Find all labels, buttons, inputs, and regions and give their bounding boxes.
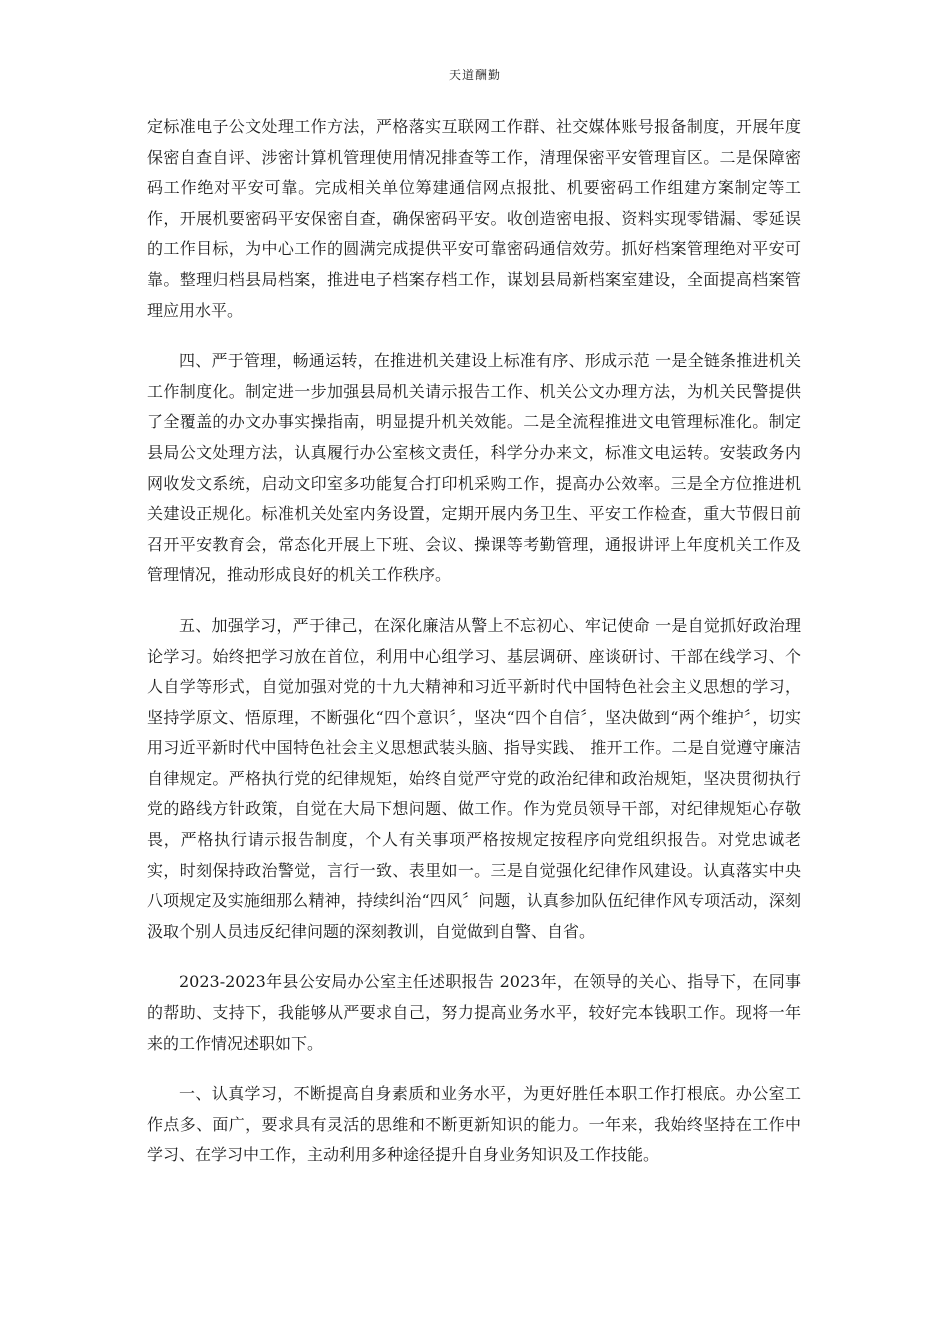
document-body — [147, 112, 801, 1171]
paragraph-report-intro: 2023-2023年县公安局办公室主任述职报告 2023年，在领导的关心、指导下，在同事的帮助、支持下，我能够从严要求自己，努力提高业务水平，较好完本钱职工作。现将一年来的工作情况述职如下。 — [147, 972, 801, 1053]
page-header: 天道酬勤 — [448, 68, 501, 82]
paragraph-section-four: 四、严于管理，畅通运转，在推进机关建设上标准有序、形成示范 一是全链条推进机关工作制度化。制定进一步加强县局机关请示报告工作、机关公文办理方法，为机关民警提供了全覆盖的办文办事实操指南，明显提升机关效能。二是全流程推进文电管理标准化。制定县局公文处理方法，认真履行办公室核文责任，科学分办来文，标准文电运转。安装政务内网收发文系统，启动文印室多功能复合打印机采购工作，提高办公效率。三是全方位推进机关建设正规化。标准机关处室内务设置，定期开展内务卫生、平安工作检查，重大节假日前召开平安教育会，常态化开展上下班、会议、操课等考勤管理，通报讲评上年度机关工作及管理情况，推动形成良好的机关工作秩序。 — [147, 351, 801, 585]
paragraph-section-one: 一、认真学习，不断提高自身素质和业务水平，为更好胜任本职工作打根底。办公室工作点多、面广，要求具有灵活的思维和不断更新知识的能力。一年来，我始终坚持在工作中学习、在学习中工作，主动利用多种途径提升自身业务知识及工作技能。 — [147, 1084, 801, 1165]
paragraph-continuation: 定标准电子公文处理工作方法，严格落实互联网工作群、社交媒体账号报备制度，开展年度保密自查自评、涉密计算机管理使用情况排查等工作，清理保密平安管理盲区。二是保障密码工作绝对平安可靠。完成相关单位筹建通信网点报批、机要密码工作组建方案制定等工作，开展机要密码平安保密自查，确保密码平安。收创造密电报、资料实现零错漏、零延误的工作目标，为中心工作的圆满完成提供平安可靠密码通信效劳。抓好档案管理绝对平安可靠。整理归档县局档案，推进电子档案存档工作，谋划县局新档案室建设，全面提高档案管理应用水平。 — [147, 117, 801, 320]
paragraph-section-five: 五、加强学习，严于律己，在深化廉洁从警上不忘初心、牢记使命 一是自觉抓好政治理论学习。始终把学习放在首位，利用中心组学习、基层调研、座谈研讨、干部在线学习、个人自学等形式，自觉加强对党的十九大精神和习近平新时代中国特色社会主义思想的学习，坚持学原文、悟原理，不断强化“四个意识〞，坚决“四个自信〞，坚决做到“两个维护〞，切实用习近平新时代中国特色社会主义思想武装头脑、指导实践、 推开工作。二是自觉遵守廉洁自律规定。严格执行党的纪律规矩，始终自觉严守党的政治纪律和政治规矩，坚决贯彻执行党的路线方针政策，自觉在大局下想问题、做工作。作为党员领导干部，对纪律规矩心存敬畏，严格执行请示报告制度，个人有关事项严格按规定按程序向党组织报告。对党忠诚老实，时刻保持政治警觉，言行一致、表里如一。三是自觉强化纪律作风建设。认真落实中央八项规定及实施细那么精神，持续纠治“四风〞问题，认真参加队伍纪律作风专项活动，深刻汲取个别人员违反纪律问题的深刻教训，自觉做到自警、自省。 — [147, 615, 801, 941]
